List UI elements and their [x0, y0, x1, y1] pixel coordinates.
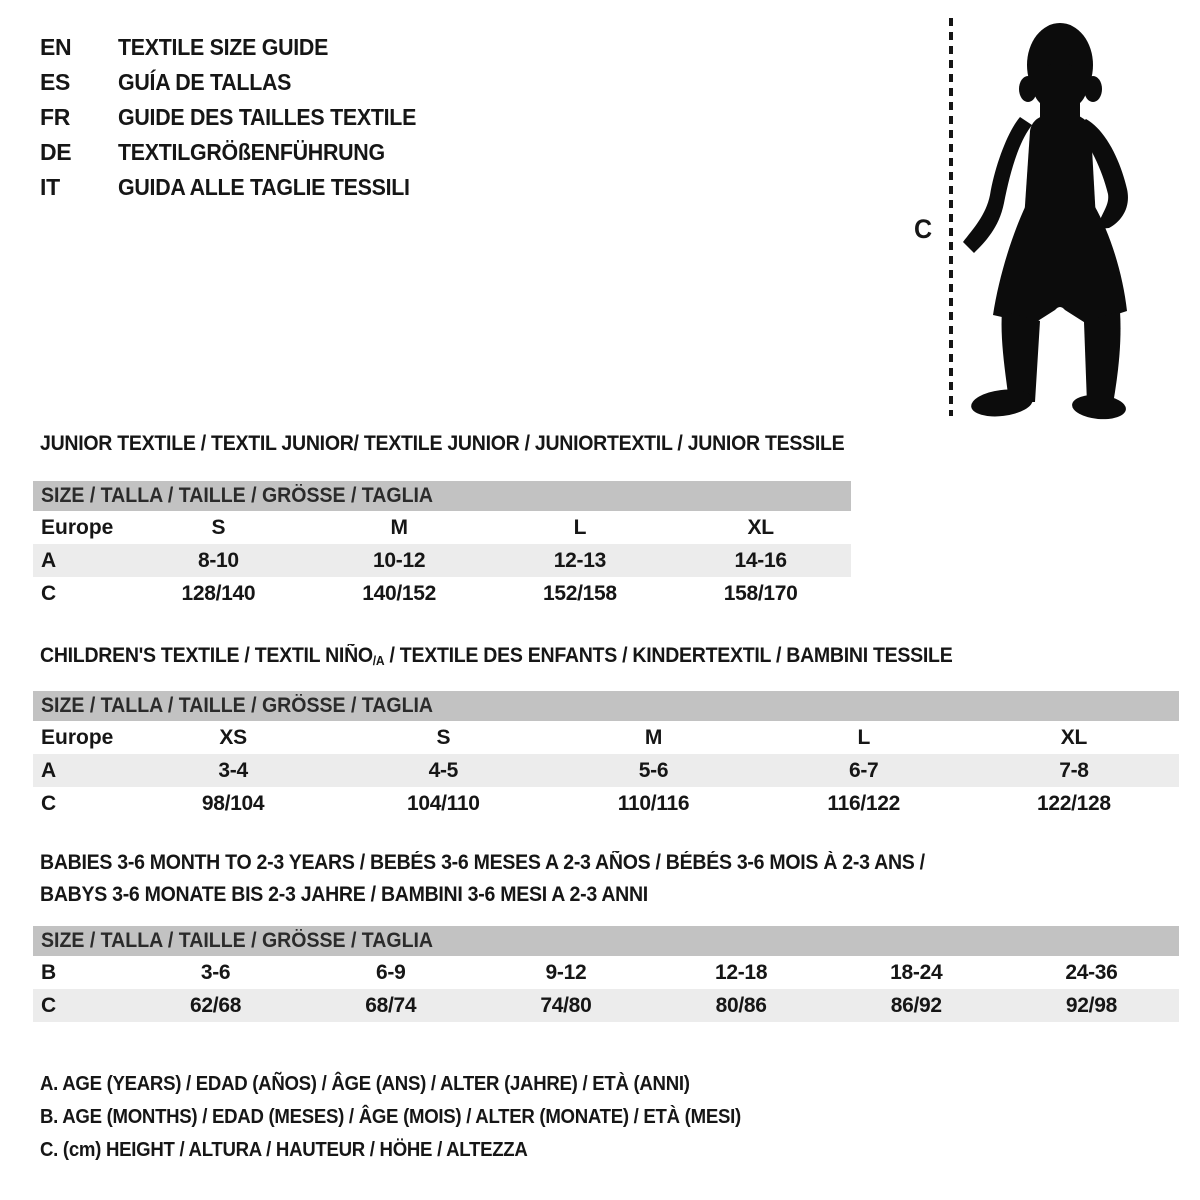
language-title-text: TEXTILGRÖßENFÜHRUNG [118, 139, 385, 165]
table-row [33, 956, 1179, 989]
table-cell: 98/104 [201, 791, 265, 815]
table-cell: XS [219, 725, 247, 749]
babies-section-heading-line1 [40, 851, 991, 875]
table-cell: 3-6 [200, 960, 231, 984]
table-cell: 110/116 [617, 791, 690, 815]
children-heading-prefix: CHILDREN'S TEXTILE / TEXTIL NIÑO [40, 644, 373, 667]
table-cell: 122/128 [1037, 791, 1111, 815]
table-cell: 18-24 [890, 960, 943, 984]
language-title-text: GUIDA ALLE TAGLIE TESSILI [118, 174, 410, 200]
junior-size-table [33, 481, 851, 610]
table-cell: 80/86 [715, 993, 767, 1017]
language-title-text: GUIDE DES TAILLES TEXTILE [118, 104, 417, 130]
language-row [40, 30, 439, 65]
table-cell: 6-9 [376, 960, 406, 984]
table-row [33, 754, 1179, 787]
table-cell: M [644, 725, 663, 749]
size-header-label: SIZE / TALLA / TAILLE / GRÖSSE / TAGLIA [41, 694, 434, 717]
row-label: C [41, 791, 57, 815]
table-cell: 116/122 [827, 791, 901, 815]
language-code: DE [40, 139, 72, 165]
table-cell: 74/80 [540, 993, 592, 1017]
table-cell: 140/152 [362, 581, 437, 605]
footnote-legend [40, 1068, 794, 1167]
toddler-silhouette-icon [960, 15, 1140, 420]
table-cell: L [857, 725, 870, 749]
language-list [40, 30, 439, 205]
table-cell: S [211, 515, 226, 539]
row-label: C [41, 993, 57, 1017]
table-row [33, 787, 1179, 820]
table-cell: XL [747, 515, 774, 539]
junior-table-rows [33, 511, 851, 610]
size-header-bar [33, 691, 1179, 721]
table-cell: 3-4 [218, 758, 248, 782]
footnote-line [40, 1068, 794, 1101]
table-cell: 6-7 [848, 758, 879, 782]
table-cell: XL [1060, 725, 1088, 749]
row-label: A [41, 548, 57, 572]
table-cell: 14-16 [734, 548, 787, 572]
table-row [33, 544, 851, 577]
row-label: Europe [41, 725, 114, 749]
language-code: EN [40, 34, 72, 60]
children-heading-sub: /A [372, 652, 385, 668]
table-cell: L [573, 515, 587, 539]
table-cell: 68/74 [365, 993, 417, 1017]
language-row [40, 100, 439, 135]
footnote-line [40, 1101, 794, 1134]
babies-heading-text-line2: BABYS 3-6 MONATE BIS 2-3 JAHRE / BAMBINI 3-6 MESI A 2-3 ANNI [40, 883, 648, 906]
table-cell: 9-12 [545, 960, 587, 984]
language-row [40, 135, 439, 170]
table-cell: S [436, 725, 451, 749]
children-heading-text [40, 644, 952, 668]
babies-table-rows [33, 956, 1179, 1022]
language-title [118, 34, 344, 61]
row-label: Europe [41, 515, 114, 539]
table-cell: 62/68 [190, 993, 242, 1017]
children-heading-suffix: / TEXTILE DES ENFANTS / KINDERTEXTIL / BAMBINI TESSILE [384, 644, 953, 667]
footnote-text: B. AGE (MONTHS) / EDAD (MESES) / ÂGE (MOIS) / ALTER (MONATE) / ETÀ (MESI) [40, 1106, 741, 1128]
babies-section-heading-line2 [40, 883, 694, 907]
table-cell: 8-10 [197, 548, 239, 572]
language-title-text: GUÍA DE TALLAS [118, 69, 292, 95]
table-cell: 86/92 [890, 993, 942, 1017]
size-header-bar [33, 926, 1179, 956]
table-cell: 12-18 [714, 960, 768, 984]
table-cell: 158/170 [723, 581, 798, 605]
size-header-label: SIZE / TALLA / TAILLE / GRÖSSE / TAGLIA [41, 929, 434, 952]
junior-section-heading [40, 432, 905, 456]
height-measure-line [949, 18, 953, 416]
row-label: A [41, 758, 57, 782]
table-cell: 104/110 [406, 791, 480, 815]
row-label: B [41, 960, 57, 984]
language-row [40, 65, 439, 100]
table-cell: M [390, 515, 408, 539]
table-row [33, 577, 851, 610]
language-code: FR [40, 104, 71, 130]
table-cell: 92/98 [1065, 993, 1117, 1017]
table-cell: 24-36 [1065, 960, 1118, 984]
footnote-line [40, 1134, 794, 1167]
language-code: ES [40, 69, 71, 95]
table-row [33, 721, 1179, 754]
language-row [40, 170, 439, 205]
table-cell: 12-13 [553, 548, 606, 572]
language-title [118, 139, 405, 166]
table-cell: 4-5 [428, 758, 459, 782]
table-cell: 5-6 [638, 758, 669, 782]
children-size-table [33, 691, 1179, 820]
language-title [118, 104, 439, 131]
height-measure-label: C [914, 214, 933, 244]
footnote-text: C. (cm) HEIGHT / ALTURA / HAUTEUR / HÖHE / ALTEZZA [40, 1139, 528, 1161]
children-section-heading [40, 644, 1021, 668]
table-row [33, 989, 1179, 1022]
row-label: C [41, 581, 57, 605]
size-header-bar [33, 481, 851, 511]
table-row [33, 511, 851, 544]
language-code: IT [40, 174, 60, 200]
children-table-rows [33, 721, 1179, 820]
table-cell: 10-12 [373, 548, 426, 572]
babies-size-table [33, 926, 1179, 1022]
table-cell: 128/140 [181, 581, 256, 605]
junior-heading-text: JUNIOR TEXTILE / TEXTIL JUNIOR/ TEXTILE JUNIOR / JUNIORTEXTIL / JUNIOR TESSILE [40, 432, 845, 455]
table-cell: 152/158 [542, 581, 617, 605]
language-title [118, 174, 432, 201]
table-cell: 7-8 [1059, 758, 1089, 782]
language-title [118, 69, 304, 96]
footnote-text: A. AGE (YEARS) / EDAD (AÑOS) / ÂGE (ANS) / ALTER (JAHRE) / ETÀ (ANNI) [40, 1073, 690, 1095]
size-header-label: SIZE / TALLA / TAILLE / GRÖSSE / TAGLIA [41, 484, 434, 507]
language-title-text: TEXTILE SIZE GUIDE [118, 34, 329, 60]
babies-heading-text-line1: BABIES 3-6 MONTH TO 2-3 YEARS / BEBÉS 3-6 MESES A 2-3 AÑOS / BÉBÉS 3-6 MOIS À 2-3 ANS / [40, 851, 925, 874]
